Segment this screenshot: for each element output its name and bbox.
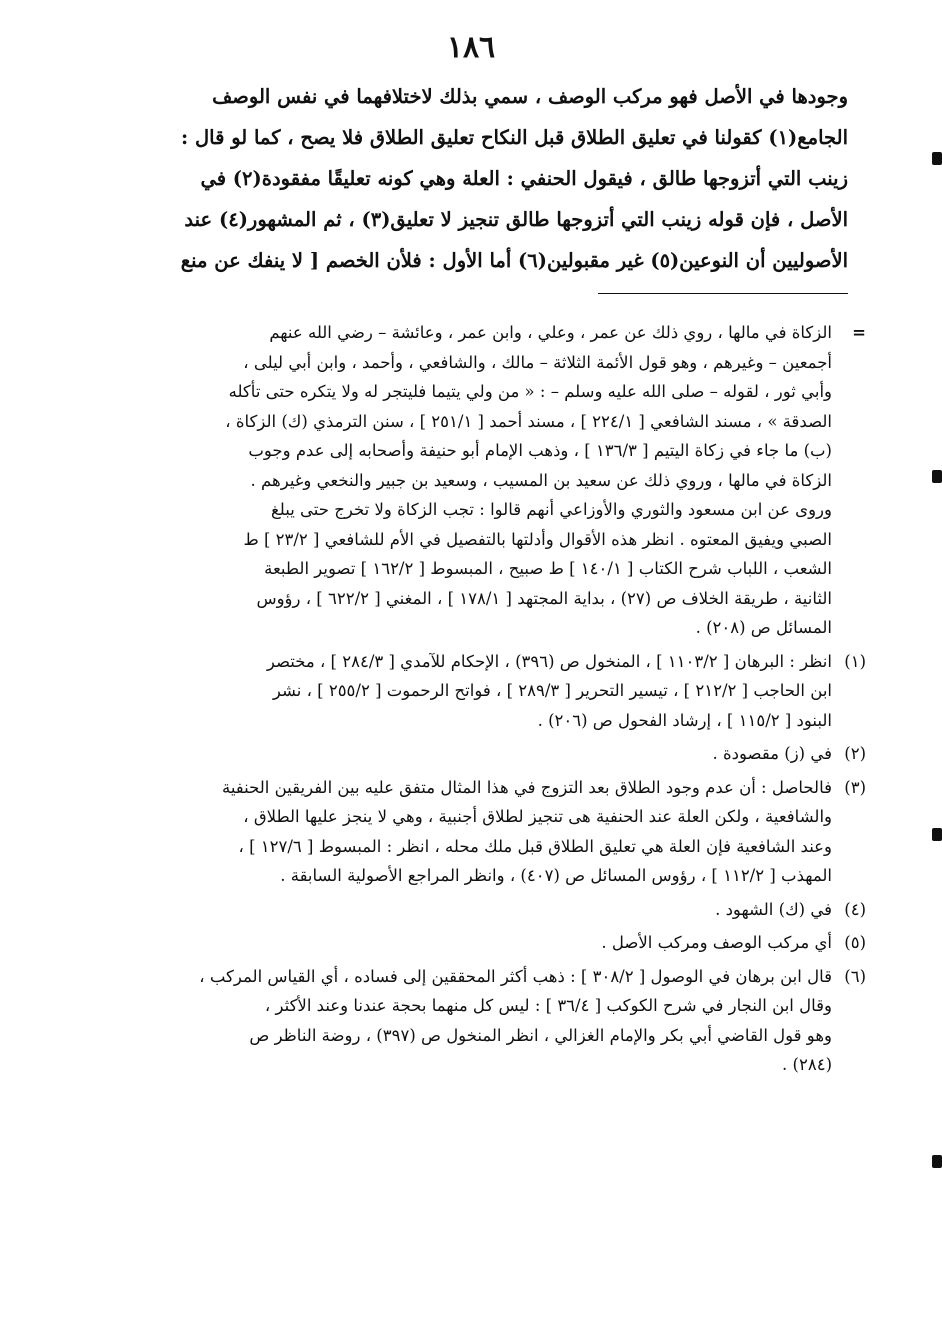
footnote-line: ابن الحاجب [ ٢١٢/٢ ] ، تيسير التحرير [ ٢٨٩/٣ ] ، فواتح الرحموت [ ٢٥٥/٢ ] ، نشر [272, 681, 832, 700]
scan-edge-mark [932, 152, 942, 165]
page-number: ١٨٦ [446, 30, 496, 65]
footnote-line: والشافعية ، ولكن العلة عند الحنفية هى تنجيز لطلاق أجنبية ، وهي لا ينجز عليها الطلاق ، [243, 807, 832, 826]
footnote-marker: (٤) [844, 899, 866, 919]
footnote-line: وروى عن ابن مسعود والثوري والأوزاعي أنهم قالوا : تجب الزكاة ولا تخرج حتى يبلغ [270, 500, 832, 519]
footnote-4 [82, 895, 866, 925]
footnote-line: المسائل ص (٢٠٨) . [695, 618, 832, 637]
footnote-line: (٢٨٤) . [782, 1055, 832, 1074]
main-text-line: وجودها في الأصل فهو مركب الوصف ، سمي بذلك لاختلافهما في نفس الوصف [212, 85, 848, 108]
footnote-separator [598, 293, 848, 294]
footnote-body [82, 962, 832, 1080]
footnote-body [82, 773, 832, 891]
footnote-line: وقال ابن النجار في شرح الكوكب [ ٣٦/٤ ] : ليس كل منهما بحجة عندنا وعند الأكثر ، [264, 996, 832, 1015]
footnote-line: (ب) ما جاء في زكاة اليتيم [ ١٣٦/٣ ] ، وذهب الإمام أبو حنيفة وأصحابه إلى عدم وجوب [248, 441, 832, 460]
footnote-line: أي مركب الوصف ومركب الأصل . [601, 933, 832, 952]
footnote-line: المهذب [ ١١٢/٢ ] ، رؤوس المسائل ص (٤٠٧) ، وانظر المراجع الأصولية السابقة . [280, 866, 832, 885]
footnote-line: أجمعين – وغيرهم ، وهو قول الأئمة الثلاثة – مالك ، والشافعي ، وأحمد ، وابن أبي ليلى ، [243, 352, 832, 372]
footnote-line: وعند الشافعية فإن العلة هي تعليق الطلاق قبل ملك محله ، انظر : المبسوط [ ١٢٧/٦ ] ، [238, 836, 832, 856]
footnote-marker: (١) [844, 651, 866, 671]
footnote-body [82, 928, 832, 958]
footnote-3 [82, 773, 866, 891]
footnote-line: في (ك) الشهود . [715, 899, 832, 919]
footnote-marker: = [852, 323, 866, 342]
footnote-line: الثانية ، طريقة الخلاف ص (٢٧) ، بداية المجتهد [ ١٧٨/١ ] ، المغني [ ٦٢٢/٢ ] ، رؤوس [256, 588, 832, 608]
footnote-body [82, 739, 832, 769]
footnote-line: وأبي ثور ، لقوله – صلى الله عليه وسلم – : « من ولي يتيما فليتجر له ولا يتكره حتى تأكله [228, 382, 832, 401]
footnote-1 [82, 647, 866, 736]
footnote-body [82, 647, 832, 736]
footnote-continued [82, 318, 866, 643]
footnote-line: وهو قول القاضي أبي بكر والإمام الغزالي ، انظر المنخول ص (٣٩٧) ، روضة الناظر ص [249, 1025, 832, 1045]
footnote-6 [82, 962, 866, 1080]
footnote-line: الزكاة في مالها ، وروي ذلك عن سعيد بن المسيب ، وسعيد بن جبير والنخعي وغيرهم . [250, 470, 832, 490]
footnote-2 [82, 739, 866, 769]
main-text-line: الأصل ، فإن قوله زينب التي أتزوجها طالق تنجيز لا تعليق(٣) ، ثم المشهور(٤) عند [184, 208, 848, 231]
footnote-line: في (ز) مقصودة . [712, 744, 832, 763]
main-text-line: زينب التي أتزوجها طالق ، فيقول الحنفي : العلة وهي كونه تعليقًا مفقودة(٢) في [200, 167, 848, 190]
footnote-marker: (٥) [844, 933, 866, 952]
scan-edge-mark [932, 470, 942, 483]
footnote-marker: (٣) [844, 777, 866, 797]
footnote-line: الصبي ويفيق المعتوه . انظر هذه الأقوال وأدلتها بالتفصيل في الأم للشافعي [ ٢٣/٢ ] ط [243, 529, 832, 549]
footnote-line: انظر : البرهان [ ١١٠٣/٢ ] ، المنخول ص (٣٩٦) ، الإحكام للآمدي [ ٢٨٤/٣ ] ، مختصر [266, 651, 832, 671]
footnote-marker: (٢) [844, 744, 866, 763]
scan-edge-mark [932, 828, 942, 841]
footnotes [82, 318, 866, 1084]
footnote-line: قال ابن برهان في الوصول [ ٣٠٨/٢ ] : ذهب أكثر المحققين إلى فساده ، أي القياس المركب ، [199, 966, 832, 986]
footnote-line: البنود [ ١١٥/٢ ] ، إرشاد الفحول ص (٢٠٦) . [537, 710, 832, 730]
main-text-line: الجامع(١) كقولنا في تعليق الطلاق قبل النكاح تعليق الطلاق فلا يصح ، كما لو قال : [180, 126, 848, 149]
footnote-line: فالحاصل : أن عدم وجود الطلاق بعد التزوج في هذا المثال متفق عليه بين الفريقين الحنفية [221, 777, 832, 797]
footnote-line: الشعب ، اللباب شرح الكتاب [ ١٤٠/١ ] ط صبيح ، المبسوط [ ١٦٢/٢ ] تصوير الطبعة [264, 559, 832, 578]
footnote-marker: (٦) [844, 966, 866, 986]
footnote-body [82, 318, 832, 643]
main-text [82, 76, 848, 281]
main-text-line: الأصوليين أن النوعين(٥) غير مقبولين(٦) أما الأول : فلأن الخصم [ لا ينفك عن منع [180, 249, 848, 272]
footnote-5 [82, 928, 866, 958]
footnote-body [82, 895, 832, 925]
footnote-line: الزكاة في مالها ، روي ذلك عن عمر ، وعلي ، وابن عمر ، وعائشة – رضي الله عنهم [269, 323, 832, 342]
scan-edge-mark [932, 1155, 942, 1168]
footnote-line: الصدقة » ، مسند الشافعي [ ٢٢٤/١ ] ، مسند أحمد [ ٢٥١/١ ] ، سنن الترمذي (ك) الزكاة ، [225, 411, 832, 431]
